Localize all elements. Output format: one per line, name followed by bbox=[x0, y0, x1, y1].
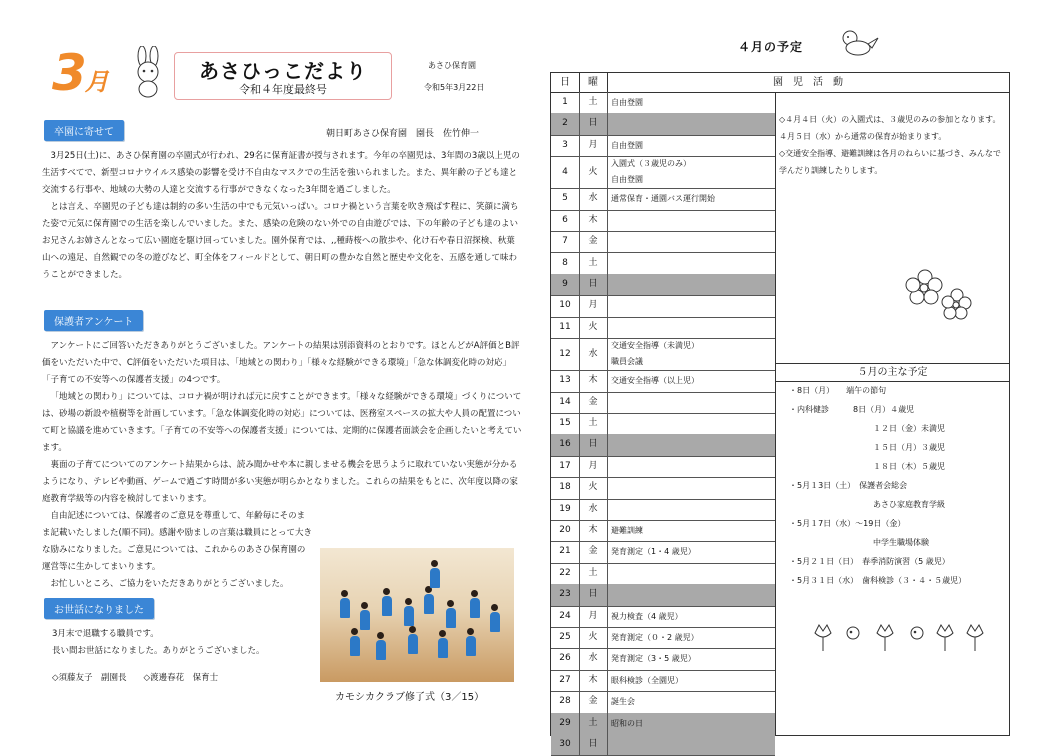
child-figure-head bbox=[377, 632, 384, 639]
weekday: 日 bbox=[579, 274, 608, 295]
newsletter-subtitle: 令和４年度最終号 bbox=[239, 83, 327, 96]
weekday: 水 bbox=[579, 338, 608, 370]
april-title: ４月の予定 bbox=[738, 40, 804, 54]
calendar-row bbox=[551, 188, 775, 210]
activity-text: 誕生会 bbox=[611, 697, 635, 707]
weekday: 木 bbox=[579, 670, 608, 691]
day-number: 7 bbox=[551, 231, 580, 252]
activity bbox=[611, 456, 775, 477]
child-figure-head bbox=[361, 602, 368, 609]
may-item: １８日（木）５歳児 bbox=[873, 462, 945, 471]
may-title: ５月の主な予定 bbox=[776, 363, 1009, 382]
child-figure-head bbox=[405, 598, 412, 605]
activity bbox=[611, 670, 775, 691]
flower-icon bbox=[905, 265, 975, 325]
tulip-icon bbox=[807, 621, 997, 653]
activity bbox=[611, 317, 775, 338]
activity bbox=[611, 135, 775, 156]
activity-text: 入園式（３歳児のみ） bbox=[611, 159, 691, 169]
day-number: 3 bbox=[551, 135, 580, 156]
activity-text: 自由登園 bbox=[611, 140, 643, 150]
thanks-text bbox=[52, 626, 312, 687]
child-figure-head bbox=[431, 560, 438, 567]
calendar-row bbox=[551, 317, 775, 339]
calendar-row bbox=[551, 520, 775, 542]
calendar-row bbox=[551, 113, 775, 135]
activity bbox=[611, 295, 775, 316]
paragraph: お忙しいところ、ご協力をいただきありがとうございました。 bbox=[50, 579, 289, 589]
weekday: 金 bbox=[579, 691, 608, 712]
activity bbox=[611, 691, 775, 712]
day-number: 22 bbox=[551, 563, 580, 584]
activity-text: 交通安全指導（以上児） bbox=[611, 376, 699, 386]
activity-text: 交通安全指導（未満児） bbox=[611, 341, 699, 351]
day-number: 5 bbox=[551, 188, 580, 209]
calendar-row bbox=[551, 413, 775, 435]
weekday: 金 bbox=[579, 541, 608, 562]
may-item: ・5月１7日（水）～19日（金） bbox=[789, 519, 906, 528]
child-figure bbox=[382, 596, 392, 616]
activity bbox=[611, 477, 775, 498]
calendar-row bbox=[551, 370, 775, 392]
thanks-line: ◇須藤友子 副園長 ◇渡邊春花 保育士 bbox=[52, 673, 219, 683]
calendar-row bbox=[551, 691, 775, 713]
child-figure-head bbox=[409, 626, 416, 633]
calendar-row bbox=[551, 92, 775, 114]
day-number: 9 bbox=[551, 274, 580, 295]
calendar-row bbox=[551, 135, 775, 157]
day-number: 14 bbox=[551, 392, 580, 413]
bird-icon bbox=[836, 28, 880, 58]
may-item: ・5月３１日（水） 歯科検診（３・４・５歳児） bbox=[789, 576, 967, 585]
child-figure-head bbox=[467, 628, 474, 635]
weekday: 日 bbox=[579, 734, 608, 755]
activity bbox=[611, 499, 775, 520]
activity bbox=[611, 584, 775, 605]
activity bbox=[611, 713, 775, 734]
paragraph: 裏面の子育てについてのアンケート結果からは、読み聞かせや本に親しませる機会を思うように取れていない実態が分かるようになり、テレビや動画、ゲームで過ごす時間が多い実態が明らかとなりました。これらの結果をもとに、次年度以降の家庭教育学級等の内容を検討してまいります。 bbox=[42, 460, 518, 504]
day-number: 20 bbox=[551, 520, 580, 541]
activity bbox=[611, 413, 775, 434]
weekday: 火 bbox=[579, 156, 608, 188]
day-number: 24 bbox=[551, 606, 580, 627]
calendar-row bbox=[551, 392, 775, 414]
issue-date: 令和5年3月22日 bbox=[424, 83, 485, 92]
activity-text: 自由登園 bbox=[611, 175, 643, 185]
child-figure bbox=[424, 594, 434, 614]
calendar-row bbox=[551, 648, 775, 670]
weekday: 木 bbox=[579, 210, 608, 231]
activity bbox=[611, 648, 775, 669]
calendar-row bbox=[551, 606, 775, 628]
activity-text: 職員会議 bbox=[611, 357, 643, 367]
day-number: 1 bbox=[551, 92, 580, 113]
activity bbox=[611, 113, 775, 134]
may-item: ・5月１3日（土） 保護者会総会 bbox=[789, 481, 908, 490]
child-figure-head bbox=[447, 600, 454, 607]
activity bbox=[611, 606, 775, 627]
child-figure bbox=[340, 598, 350, 618]
child-figure bbox=[408, 634, 418, 654]
activity bbox=[611, 210, 775, 231]
weekday: 日 bbox=[579, 584, 608, 605]
child-figure bbox=[350, 636, 360, 656]
calendar-row bbox=[551, 627, 775, 649]
day-number: 2 bbox=[551, 113, 580, 134]
note-line: ◇交通安全指導、避難訓練は各月のねらいに基づき、みんなで学んだり訓練したりします。 bbox=[779, 149, 1001, 175]
calendar-row bbox=[551, 295, 775, 317]
author-line: 朝日町あさひ保育園 園長 佐竹伸一 bbox=[326, 129, 480, 139]
section-survey: 保護者アンケート bbox=[44, 310, 143, 331]
activity bbox=[611, 92, 775, 113]
weekday: 日 bbox=[579, 113, 608, 134]
day-number: 30 bbox=[551, 734, 580, 755]
calendar-row bbox=[551, 210, 775, 232]
calendar-row bbox=[551, 713, 775, 735]
calendar-row bbox=[551, 541, 775, 563]
weekday: 火 bbox=[579, 477, 608, 498]
activity-text: 発育測定（3・5 歳児） bbox=[611, 654, 696, 664]
weekday: 金 bbox=[579, 231, 608, 252]
activity bbox=[611, 541, 775, 562]
day-number: 28 bbox=[551, 691, 580, 712]
day-number: 6 bbox=[551, 210, 580, 231]
child-figure bbox=[376, 640, 386, 660]
school-name: あさひ保育園 bbox=[428, 61, 476, 70]
activity bbox=[611, 734, 775, 755]
activity bbox=[611, 338, 775, 370]
weekday: 土 bbox=[579, 713, 608, 734]
calendar-row bbox=[551, 477, 775, 499]
day-number: 13 bbox=[551, 370, 580, 391]
weekday: 土 bbox=[579, 92, 608, 113]
day-number: 15 bbox=[551, 413, 580, 434]
may-item: ・内科健診 8日（月）４歳児 bbox=[789, 405, 915, 414]
section-thanks: お世話になりました bbox=[44, 598, 154, 619]
child-figure bbox=[490, 612, 500, 632]
weekday: 土 bbox=[579, 563, 608, 584]
paragraph: 3月25日(土)に、あさひ保育園の卒園式が行われ、29名に保育証書が授与されます。今年の卒園児は、3年間の3歳以上児の生活すべてで、新型コロナウイルス感染の影響を受け不自由なマスクでの生活を強いられました。また、異年齢の子ども達と交流する行事や、地域の大勢の人達と交流する行事ができなくなった3年間を過ごしました。 bbox=[42, 151, 520, 195]
weekday: 火 bbox=[579, 627, 608, 648]
activity-text: 避難訓練 bbox=[611, 526, 643, 535]
day-number: 18 bbox=[551, 477, 580, 498]
activity bbox=[611, 370, 775, 391]
activity bbox=[611, 188, 775, 209]
paragraph: アンケートにご回答いただきありがとうございました。アンケートの結果は別添資料のとおりです。ほとんどがA評価とB評価をいただいた中で、C評価をいただいた項目は、「地域との関わり」「様々な経験ができる環境」「急な体調変化時の対応」「子育ての不安等への保護者支援」の4つです。 bbox=[42, 341, 520, 385]
activity-text: 眼科検診（全園児） bbox=[611, 675, 683, 685]
activity bbox=[611, 392, 775, 413]
day-number: 26 bbox=[551, 648, 580, 669]
weekday: 月 bbox=[579, 606, 608, 627]
calendar-row bbox=[551, 584, 775, 606]
april-calendar bbox=[550, 72, 1010, 749]
note-line: ◇４月４日（火）の入園式は、３歳児のみの参加となります。４月５日（水）から通常の保育が始まります。 bbox=[779, 115, 1001, 141]
weekday: 木 bbox=[579, 370, 608, 391]
activity bbox=[611, 231, 775, 252]
paragraph: 自由記述については、保護者のご意見を尊重して、年齢毎にそのまま記載いたしました(順不同)。感謝や励ましの言葉は職員にとって大きな励みになりました。ご意見については、これからのあさひ保育園の運営等に生かしてまいります。 bbox=[42, 511, 312, 572]
activity bbox=[611, 434, 775, 455]
month-heading: 3月 bbox=[52, 44, 107, 102]
day-number: 27 bbox=[551, 670, 580, 691]
newsletter-title: あさひっこだより bbox=[199, 59, 367, 83]
child-figure bbox=[470, 598, 480, 618]
paragraph: とは言え、卒園児の子ども達は制約の多い生活の中でも元気いっぱい。コロナ禍という言葉を吹き飛ばす程に、笑顔に満ちた姿で元気に保育園での生活を楽しんでいました。また、感染の危険のない外での自由遊びでは、下の年齢の子ども達のよいお兄さんお姉さんとなって広い園庭を駆け回っていました。園外保育では、,,種蒔桜への散歩や、化け石や春日沼探検、秋葉山への遠足、自然観での冬の遊びなど、町全体をフィールドとして、朝日町の豊かな自然と歴史や文化を、五感を通して味わうことができました。 bbox=[42, 202, 519, 280]
weekday: 月 bbox=[579, 135, 608, 156]
day-number: 19 bbox=[551, 499, 580, 520]
may-item: あさひ家庭教育学級 bbox=[873, 500, 945, 509]
day-number: 8 bbox=[551, 253, 580, 274]
col-day: 日 bbox=[551, 73, 580, 92]
calendar-row bbox=[551, 156, 775, 189]
calendar-row bbox=[551, 670, 775, 692]
activity bbox=[611, 156, 775, 188]
col-activity: 園 児 活 動 bbox=[773, 77, 843, 88]
photo-caption: カモシカクラブ修了式（3／15） bbox=[335, 692, 485, 703]
class-photo bbox=[320, 548, 514, 682]
calendar-header bbox=[551, 73, 1009, 93]
day-number: 23 bbox=[551, 584, 580, 605]
day-number: 12 bbox=[551, 338, 580, 370]
weekday: 日 bbox=[579, 434, 608, 455]
april-notes bbox=[779, 111, 1005, 179]
weekday: 土 bbox=[579, 253, 608, 274]
rabbit-icon bbox=[126, 46, 170, 98]
col-weekday: 曜 bbox=[579, 73, 608, 92]
day-number: 10 bbox=[551, 295, 580, 316]
activity bbox=[611, 253, 775, 274]
child-figure-head bbox=[341, 590, 348, 597]
day-number: 21 bbox=[551, 541, 580, 562]
child-figure bbox=[360, 610, 370, 630]
child-figure-head bbox=[383, 588, 390, 595]
calendar-row bbox=[551, 456, 775, 478]
weekday: 金 bbox=[579, 392, 608, 413]
calendar-row bbox=[551, 499, 775, 521]
activity-text: 通常保育・通園バス運行開始 bbox=[611, 194, 715, 204]
weekday: 月 bbox=[579, 456, 608, 477]
activity bbox=[611, 627, 775, 648]
may-item: １２日（金）未満児 bbox=[873, 424, 945, 433]
section-graduation: 卒園に寄せて bbox=[44, 120, 124, 141]
activity bbox=[611, 520, 775, 541]
activity-text: 自由登園 bbox=[611, 98, 643, 107]
may-item: 中学生職場体験 bbox=[873, 538, 929, 547]
child-figure bbox=[438, 638, 448, 658]
weekday: 火 bbox=[579, 317, 608, 338]
child-figure bbox=[466, 636, 476, 656]
may-item: ・5月２１日（日） 春季消防演習（5 歳児） bbox=[789, 557, 950, 566]
child-figure bbox=[446, 608, 456, 628]
child-figure bbox=[404, 606, 414, 626]
calendar-row bbox=[551, 274, 775, 296]
child-figure-head bbox=[351, 628, 358, 635]
activity-text: 発育測定（1・4 歳児） bbox=[611, 547, 696, 557]
day-number: 11 bbox=[551, 317, 580, 338]
weekday: 土 bbox=[579, 413, 608, 434]
may-item: １５日（月）３歳児 bbox=[873, 443, 945, 452]
weekday: 水 bbox=[579, 499, 608, 520]
child-figure bbox=[430, 568, 440, 588]
calendar-row bbox=[551, 231, 775, 253]
thanks-line: 3月末で退職する職員です。 bbox=[52, 629, 159, 639]
calendar-row bbox=[551, 434, 775, 456]
activity bbox=[611, 274, 775, 295]
day-number: 25 bbox=[551, 627, 580, 648]
day-number: 17 bbox=[551, 456, 580, 477]
calendar-row bbox=[551, 563, 775, 585]
weekday: 水 bbox=[579, 648, 608, 669]
child-figure-head bbox=[439, 630, 446, 637]
day-number: 4 bbox=[551, 156, 580, 188]
day-number: 29 bbox=[551, 713, 580, 734]
day-number: 16 bbox=[551, 434, 580, 455]
calendar-row bbox=[551, 253, 775, 275]
activity-text: 昭和の日 bbox=[611, 718, 643, 728]
may-item: ・8日（月） 端午の節句 bbox=[789, 386, 887, 395]
graduation-text bbox=[42, 148, 522, 284]
activity-text: 視力検査（4 歳児） bbox=[611, 611, 683, 621]
weekday: 木 bbox=[579, 520, 608, 541]
thanks-line: 長い間お世話になりました。ありがとうございました。 bbox=[52, 646, 265, 656]
child-figure-head bbox=[471, 590, 478, 597]
calendar-row bbox=[551, 734, 775, 756]
paragraph: 「地域との関わり」については、コロナ禍が明ければ元に戻すことができます。「様々な経験ができる環境」づくりについては、砂場の新設や植樹等を計画しています。「急な体調変化時の対応」については、医務室スペースの拡大や人員の配置について町と協議を進めていきます。「子育ての不安等への保護者支援」については、定期的に保護者面談会を企画したいと考えています。 bbox=[42, 392, 522, 453]
title-box bbox=[174, 52, 392, 100]
column-divider bbox=[775, 92, 776, 735]
weekday: 水 bbox=[579, 188, 608, 209]
calendar-row bbox=[551, 338, 775, 371]
activity-text: 発育測定（０・2 歳児） bbox=[611, 633, 699, 642]
child-figure-head bbox=[491, 604, 498, 611]
activity bbox=[611, 563, 775, 584]
weekday: 月 bbox=[579, 295, 608, 316]
